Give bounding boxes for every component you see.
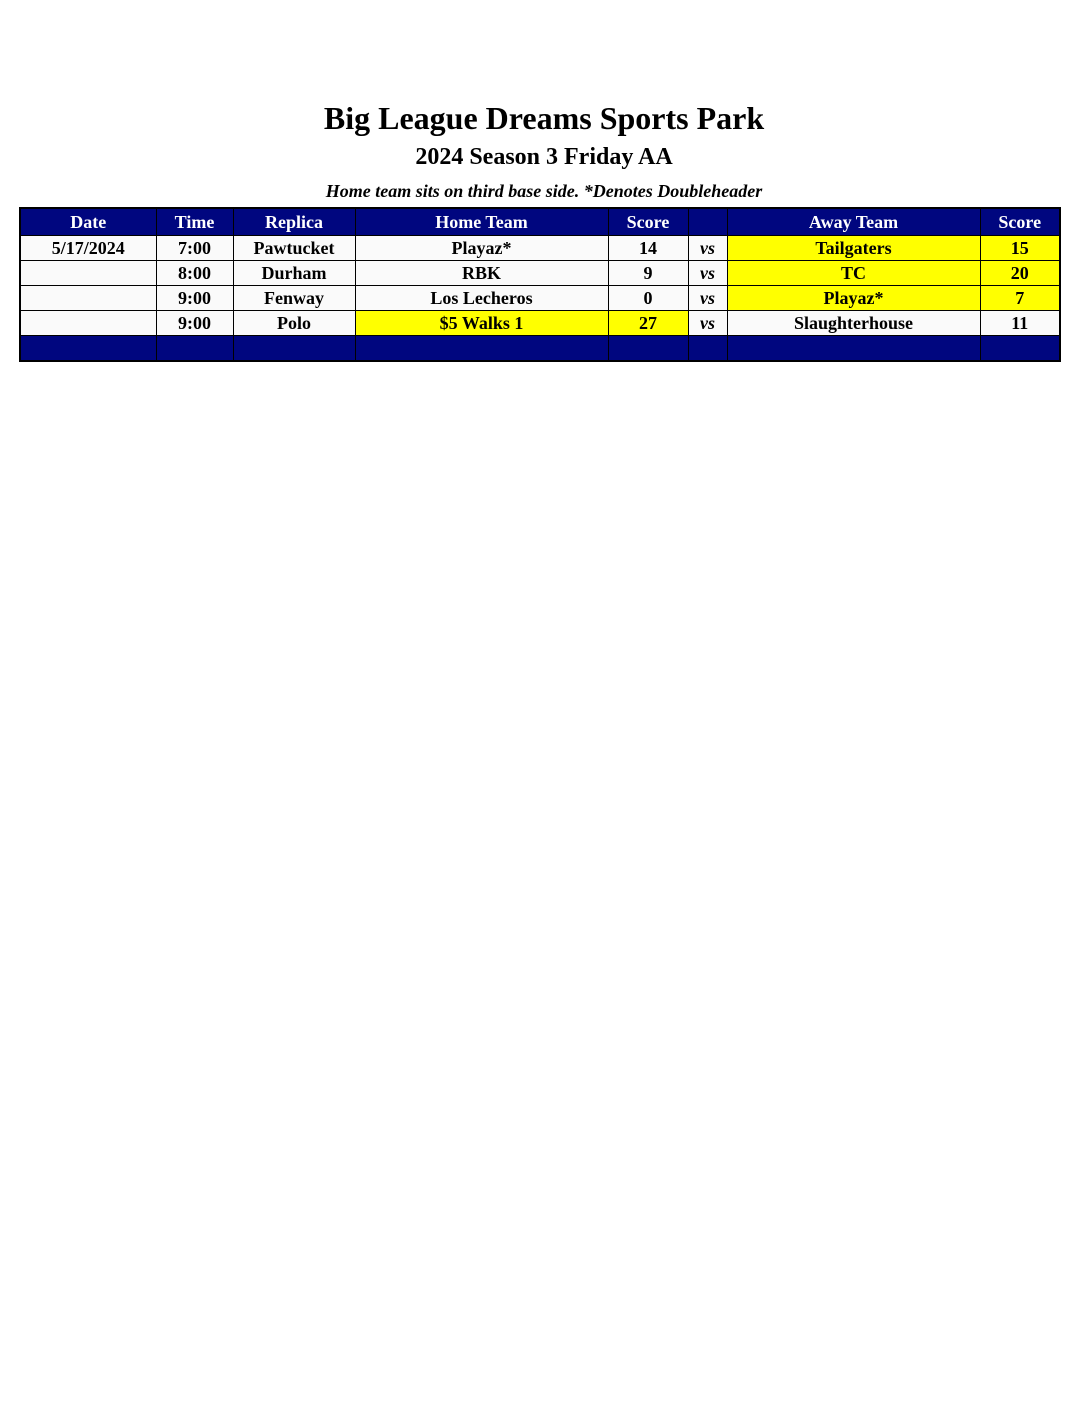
time-cell: 9:00	[156, 286, 233, 311]
away-team-cell: Tailgaters	[727, 236, 980, 261]
column-header-vs	[688, 208, 727, 236]
home-score-cell: 14	[608, 236, 688, 261]
replica-cell: Polo	[233, 311, 355, 336]
replica-cell: Durham	[233, 261, 355, 286]
home-team-cell: Los Lecheros	[355, 286, 608, 311]
column-header-home-score: Score	[608, 208, 688, 236]
vs-cell: vs	[688, 286, 727, 311]
away-score-cell: 20	[980, 261, 1060, 286]
home-team-cell: RBK	[355, 261, 608, 286]
away-team-cell: TC	[727, 261, 980, 286]
schedule-table	[19, 207, 1061, 362]
column-header-time: Time	[156, 208, 233, 236]
column-header-date: Date	[20, 208, 156, 236]
date-cell	[20, 261, 156, 286]
column-header-replica: Replica	[233, 208, 355, 236]
away-team-cell: Playaz*	[727, 286, 980, 311]
vs-cell: vs	[688, 261, 727, 286]
away-score-cell: 15	[980, 236, 1060, 261]
table-row	[20, 261, 1060, 286]
time-cell: 8:00	[156, 261, 233, 286]
date-cell	[20, 286, 156, 311]
replica-cell: Fenway	[233, 286, 355, 311]
footer-cell	[355, 336, 608, 362]
footer-cell	[20, 336, 156, 362]
footer-cell	[233, 336, 355, 362]
footer-cell	[980, 336, 1060, 362]
schedule-note: Home team sits on third base side. *Denotes Doubleheader	[325, 181, 763, 201]
away-team-cell: Slaughterhouse	[727, 311, 980, 336]
home-score-cell: 27	[608, 311, 688, 336]
page-title: Big League Dreams Sports Park	[323, 100, 765, 136]
page-subtitle: 2024 Season 3 Friday AA	[415, 144, 673, 170]
table-header-row	[20, 208, 1060, 236]
home-score-cell: 9	[608, 261, 688, 286]
column-header-away-score: Score	[980, 208, 1060, 236]
footer-cell	[156, 336, 233, 362]
time-cell: 9:00	[156, 311, 233, 336]
away-score-cell: 7	[980, 286, 1060, 311]
vs-cell: vs	[688, 236, 727, 261]
table-row	[20, 311, 1060, 336]
table-footer-row	[20, 336, 1060, 362]
table-row	[20, 286, 1060, 311]
column-header-away-team: Away Team	[727, 208, 980, 236]
table-row	[20, 236, 1060, 261]
date-cell: 5/17/2024	[20, 236, 156, 261]
home-team-cell: $5 Walks 1	[355, 311, 608, 336]
home-team-cell: Playaz*	[355, 236, 608, 261]
footer-cell	[727, 336, 980, 362]
vs-cell: vs	[688, 311, 727, 336]
home-score-cell: 0	[608, 286, 688, 311]
footer-cell	[608, 336, 688, 362]
replica-cell: Pawtucket	[233, 236, 355, 261]
away-score-cell: 11	[980, 311, 1060, 336]
column-header-home-team: Home Team	[355, 208, 608, 236]
date-cell	[20, 311, 156, 336]
footer-cell	[688, 336, 727, 362]
time-cell: 7:00	[156, 236, 233, 261]
